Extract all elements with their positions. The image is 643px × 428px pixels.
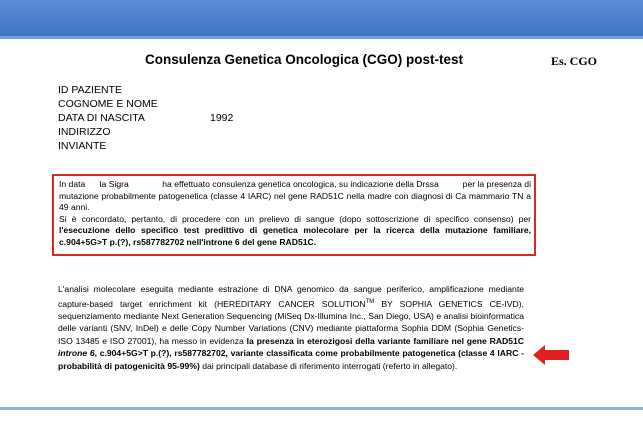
analysis-text-2: BY SOPHIA GENETICS CE-IVD), sequenziamento mediante Next Generation Sequencing (MiSeq Dx-Illumina Inc., San Diego, USA) e analisi bioinformatica delle varianti (SNV, InDel) e delle Copy Number Variations (CNV) mediante piattaforma Sophia DDM (Sophia Genetics-ISO 13485 e ISO 27001), ha messo in evidenza xyxy=(58,298,524,346)
analysis-paragraph xyxy=(58,283,524,372)
consultation-intro: Si è concordato, pertanto, di procedere con un prelievo di sangue (dopo sottoscrizione di specifico consenso) per xyxy=(59,213,531,224)
analysis-result-bold-2: , c.904+5G>T p.(?), rs587782702, variante classificata come probabilmente patogenetica (classe 4 IARC - probabilità di patogenicità 95-99%) xyxy=(58,348,524,371)
consultation-test-description: l'esecuzione dello specifico test predittivo di genetica molecolare per la ricerca della mutazione familiare, c.904+5G>T p.(?), rs587782702 nell'introne 6 del gene RAD51C. xyxy=(59,225,531,247)
field-row-address xyxy=(58,125,158,139)
field-row-id xyxy=(58,83,158,97)
analysis-text xyxy=(58,283,524,372)
analysis-text-3: dai principali database di riferimento interrogati (referto in allegato). xyxy=(199,360,458,371)
consultation-paragraph-1: In data la Sigra ha effettuato consulenza genetica oncologica, su indicazione della Drssa per la presenza di mutazione probabilmente patogenetica (classe 4 IARC) nel gene RAD51C nella madre con diagnosi di Ca mammario TN a 49 anni. xyxy=(59,179,534,213)
analysis-text-1: L'analisi molecolare eseguita mediante estrazione di DNA genomico da sangue periferico, amplificazione mediante capture-based target enrichment kit (HEREDITARY CANCER SOLUTION xyxy=(58,284,524,309)
field-row-birthdate xyxy=(58,111,234,125)
field-label: INVIANTE xyxy=(58,140,107,152)
patient-fields xyxy=(58,83,234,153)
field-label: COGNOME E NOME xyxy=(58,98,158,110)
consultation-paragraph-2 xyxy=(59,214,531,249)
analysis-result-italic: introne 6 xyxy=(58,348,95,359)
header-bar xyxy=(0,0,643,36)
field-value-birthdate: 1992 xyxy=(210,112,234,124)
example-label: Es. CGO xyxy=(551,54,598,68)
left-arrow-icon xyxy=(533,345,569,365)
analysis-result-bold-1: la presenza in eterozigosi della variante familiare nel gene RAD51C xyxy=(246,335,524,346)
page-title: Consulenza Genetica Oncologica (CGO) post-test xyxy=(145,52,464,67)
consultation-text xyxy=(59,179,534,249)
footer-divider xyxy=(0,407,643,410)
field-label: INDIRIZZO xyxy=(58,126,111,138)
field-label: DATA DI NASCITA xyxy=(58,112,145,124)
field-row-referrer xyxy=(58,139,158,153)
trademark-sup: TM xyxy=(365,298,375,305)
header-divider xyxy=(0,36,643,39)
field-label: ID PAZIENTE xyxy=(58,84,122,96)
field-row-name xyxy=(58,97,158,111)
